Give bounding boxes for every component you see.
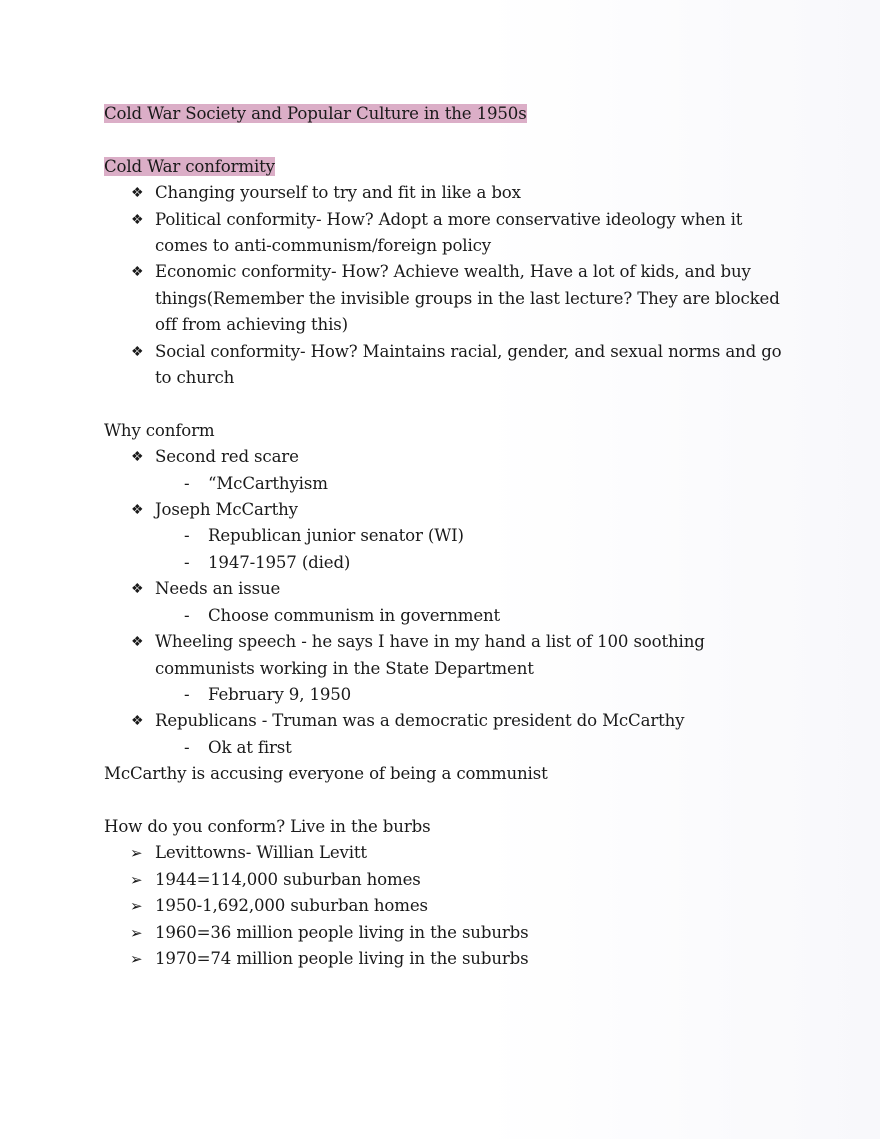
closing-line	[104, 761, 784, 787]
bullet-item	[104, 259, 784, 338]
bullet-text: Economic conformity- How? Achieve wealth, Have a lot of kids, and buy things(Remember the invisible groups in the last lecture? They are blocked off from achieving this)	[155, 262, 780, 335]
bullet-item	[104, 207, 784, 260]
arrow-item-text: 1960=36 million people living in the suburbs	[155, 922, 529, 942]
dash-bullet-icon: -	[184, 552, 190, 572]
sub-bullet-text: February 9, 1950	[208, 684, 352, 704]
bullet-text: Wheeling speech - he says I have in my hand a list of 100 soothing communists working in the State Department	[155, 632, 705, 678]
diamond-bullet-icon: ❖	[131, 581, 144, 598]
bullet-item	[104, 180, 784, 206]
diamond-bullet-icon: ❖	[131, 264, 144, 281]
arrow-list-item	[104, 946, 784, 972]
diamond-bullet-icon: ❖	[131, 502, 144, 519]
dash-bullet-icon: -	[184, 737, 190, 757]
section-heading-why	[104, 418, 784, 444]
spacer	[104, 127, 784, 153]
arrow-bullet-icon: ➢	[130, 923, 143, 942]
sub-bullet-item	[104, 471, 784, 497]
document-body	[104, 101, 784, 972]
dash-bullet-icon: -	[184, 473, 190, 493]
bullet-item	[104, 444, 784, 470]
sub-bullet-text: Choose communism in government	[208, 605, 501, 625]
arrow-bullet-icon: ➢	[130, 949, 143, 968]
sub-bullet-text: “McCarthyism	[208, 473, 328, 493]
sub-bullet-text: Ok at first	[208, 737, 292, 757]
bullet-item	[104, 576, 784, 602]
section-heading-conformity	[104, 154, 784, 180]
arrow-item-text: Levittowns- Willian Levitt	[155, 843, 367, 863]
bullet-item	[104, 629, 784, 682]
section-heading-text: How do you conform? Live in the burbs	[104, 816, 431, 836]
section-heading-how	[104, 814, 784, 840]
bullet-text: Social conformity- How? Maintains racial, gender, and sexual norms and go to church	[155, 341, 782, 388]
sub-bullet-item	[104, 550, 784, 576]
arrow-item-text: 1970=74 million people living in the suburbs	[155, 948, 529, 968]
bullet-text: Changing yourself to try and fit in like a box	[155, 183, 521, 203]
arrow-list-item	[104, 893, 784, 919]
arrow-list-item	[104, 840, 784, 866]
section-heading-text: Why conform	[104, 420, 215, 440]
bullet-item	[104, 339, 784, 392]
page-title-text: Cold War Society and Popular Culture in the 1950s	[104, 104, 527, 123]
bullet-text: Joseph McCarthy	[155, 500, 298, 520]
arrow-bullet-icon: ➢	[130, 844, 143, 863]
spacer	[104, 391, 784, 417]
dash-bullet-icon: -	[184, 684, 190, 704]
diamond-bullet-icon: ❖	[131, 211, 144, 228]
sub-bullet-item	[104, 603, 784, 629]
sub-bullet-text: Republican junior senator (WI)	[208, 526, 464, 546]
dash-bullet-icon: -	[184, 526, 190, 546]
dash-bullet-icon: -	[184, 605, 190, 625]
diamond-bullet-icon: ❖	[131, 634, 144, 651]
spacer	[104, 788, 784, 814]
bullet-item	[104, 497, 784, 523]
sub-bullet-item	[104, 523, 784, 549]
bullet-item	[104, 708, 784, 734]
page-title	[104, 101, 784, 127]
sub-bullet-item	[104, 735, 784, 761]
diamond-bullet-icon: ❖	[131, 713, 144, 730]
arrow-bullet-icon: ➢	[130, 897, 143, 916]
arrow-bullet-icon: ➢	[130, 870, 143, 889]
sub-bullet-item	[104, 682, 784, 708]
diamond-bullet-icon: ❖	[131, 185, 144, 202]
arrow-item-text: 1944=114,000 suburban homes	[155, 869, 421, 889]
bullet-text: Political conformity- How? Adopt a more conservative ideology when it comes to anti-communism/foreign policy	[155, 209, 743, 256]
diamond-bullet-icon: ❖	[131, 449, 144, 466]
closing-text: McCarthy is accusing everyone of being a communist	[104, 764, 548, 784]
bullet-text: Second red scare	[155, 447, 299, 467]
diamond-bullet-icon: ❖	[131, 343, 144, 360]
bullet-text: Needs an issue	[155, 579, 281, 599]
section-heading-text: Cold War conformity	[104, 156, 275, 176]
bullet-text: Republicans - Truman was a democratic president do McCarthy	[155, 711, 685, 731]
sub-bullet-text: 1947-1957 (died)	[208, 552, 351, 572]
arrow-list-item	[104, 920, 784, 946]
arrow-list-item	[104, 867, 784, 893]
arrow-item-text: 1950-1,692,000 suburban homes	[155, 896, 428, 916]
